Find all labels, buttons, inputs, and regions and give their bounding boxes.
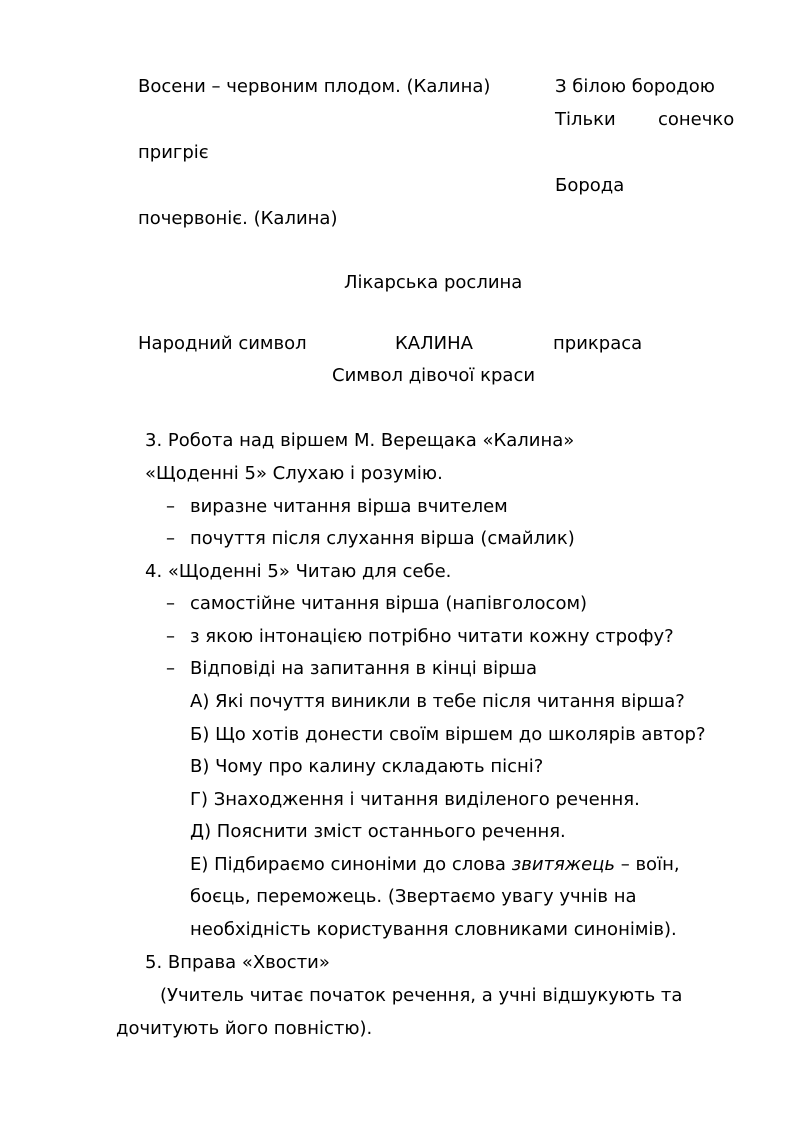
riddle-right-line-2b: сонечко: [658, 109, 735, 130]
riddle-right-line-4: Борода: [555, 175, 625, 196]
dash-bullet: –: [166, 593, 175, 614]
question-d: Д) Пояснити зміст останнього речення.: [190, 821, 566, 842]
cluster-center: КАЛИНА: [395, 333, 473, 354]
question-b: Б) Що хотів донести своїм віршем до школярів автор?: [190, 724, 706, 745]
cluster-right: прикраса: [553, 333, 643, 354]
section-5-heading: 5. Вправа «Хвости»: [145, 952, 330, 973]
riddle-right-line-2a: Тільки: [555, 109, 616, 130]
riddle-line-5: почервоніє. (Калина): [138, 208, 338, 229]
riddle-right-line-1: З білою бородою: [555, 76, 715, 97]
question-e-prefix: Е) Підбираємо синоніми до слова: [190, 854, 512, 875]
question-e-line-2: боєць, переможець. (Звертаємо увагу учнів на: [190, 886, 637, 907]
cluster-left: Народний символ: [138, 333, 307, 354]
question-e-line-3: необхідність користування словниками синонімів).: [190, 919, 677, 940]
section-4-heading: 4. «Щоденні 5» Читаю для себе.: [145, 561, 452, 582]
cluster-bottom: Символ дівочої краси: [332, 365, 536, 386]
question-g: Г) Знаходження і читання виділеного речення.: [190, 789, 640, 810]
riddle-line-3: пригріє: [138, 142, 209, 163]
dash-bullet: –: [166, 658, 175, 679]
list-item: самостійне читання вірша (напівголосом): [190, 593, 588, 614]
dash-bullet: –: [166, 496, 175, 517]
list-item: Відповіді на запитання в кінці вірша: [190, 658, 538, 679]
section-3-heading: 3. Робота над віршем М. Верещака «Калина»: [145, 430, 575, 451]
question-e-suffix: – воїн,: [615, 854, 680, 875]
list-item: з якою інтонацією потрібно читати кожну строфу?: [190, 626, 674, 647]
question-e: [190, 854, 680, 876]
dash-bullet: –: [166, 626, 175, 647]
question-a: А) Які почуття виникли в тебе після читання вірша?: [190, 691, 685, 712]
list-item: почуття після слухання вірша (смайлик): [190, 528, 575, 549]
question-e-word: звитяжець: [511, 854, 615, 875]
question-v: В) Чому про калину складають пісні?: [190, 756, 544, 777]
section-3-subheading: «Щоденні 5» Слухаю і розумію.: [145, 463, 443, 484]
list-item: виразне читання вірша вчителем: [190, 496, 508, 517]
dash-bullet: –: [166, 528, 175, 549]
riddle-line-1: Восени – червоним плодом. (Калина): [138, 76, 491, 97]
cluster-top: Лікарська рослина: [344, 272, 523, 293]
section-5-paragraph-line-1: (Учитель читає початок речення, а учні відшукують та: [160, 985, 683, 1006]
section-5-paragraph-line-2: дочитують його повністю).: [116, 1018, 373, 1039]
